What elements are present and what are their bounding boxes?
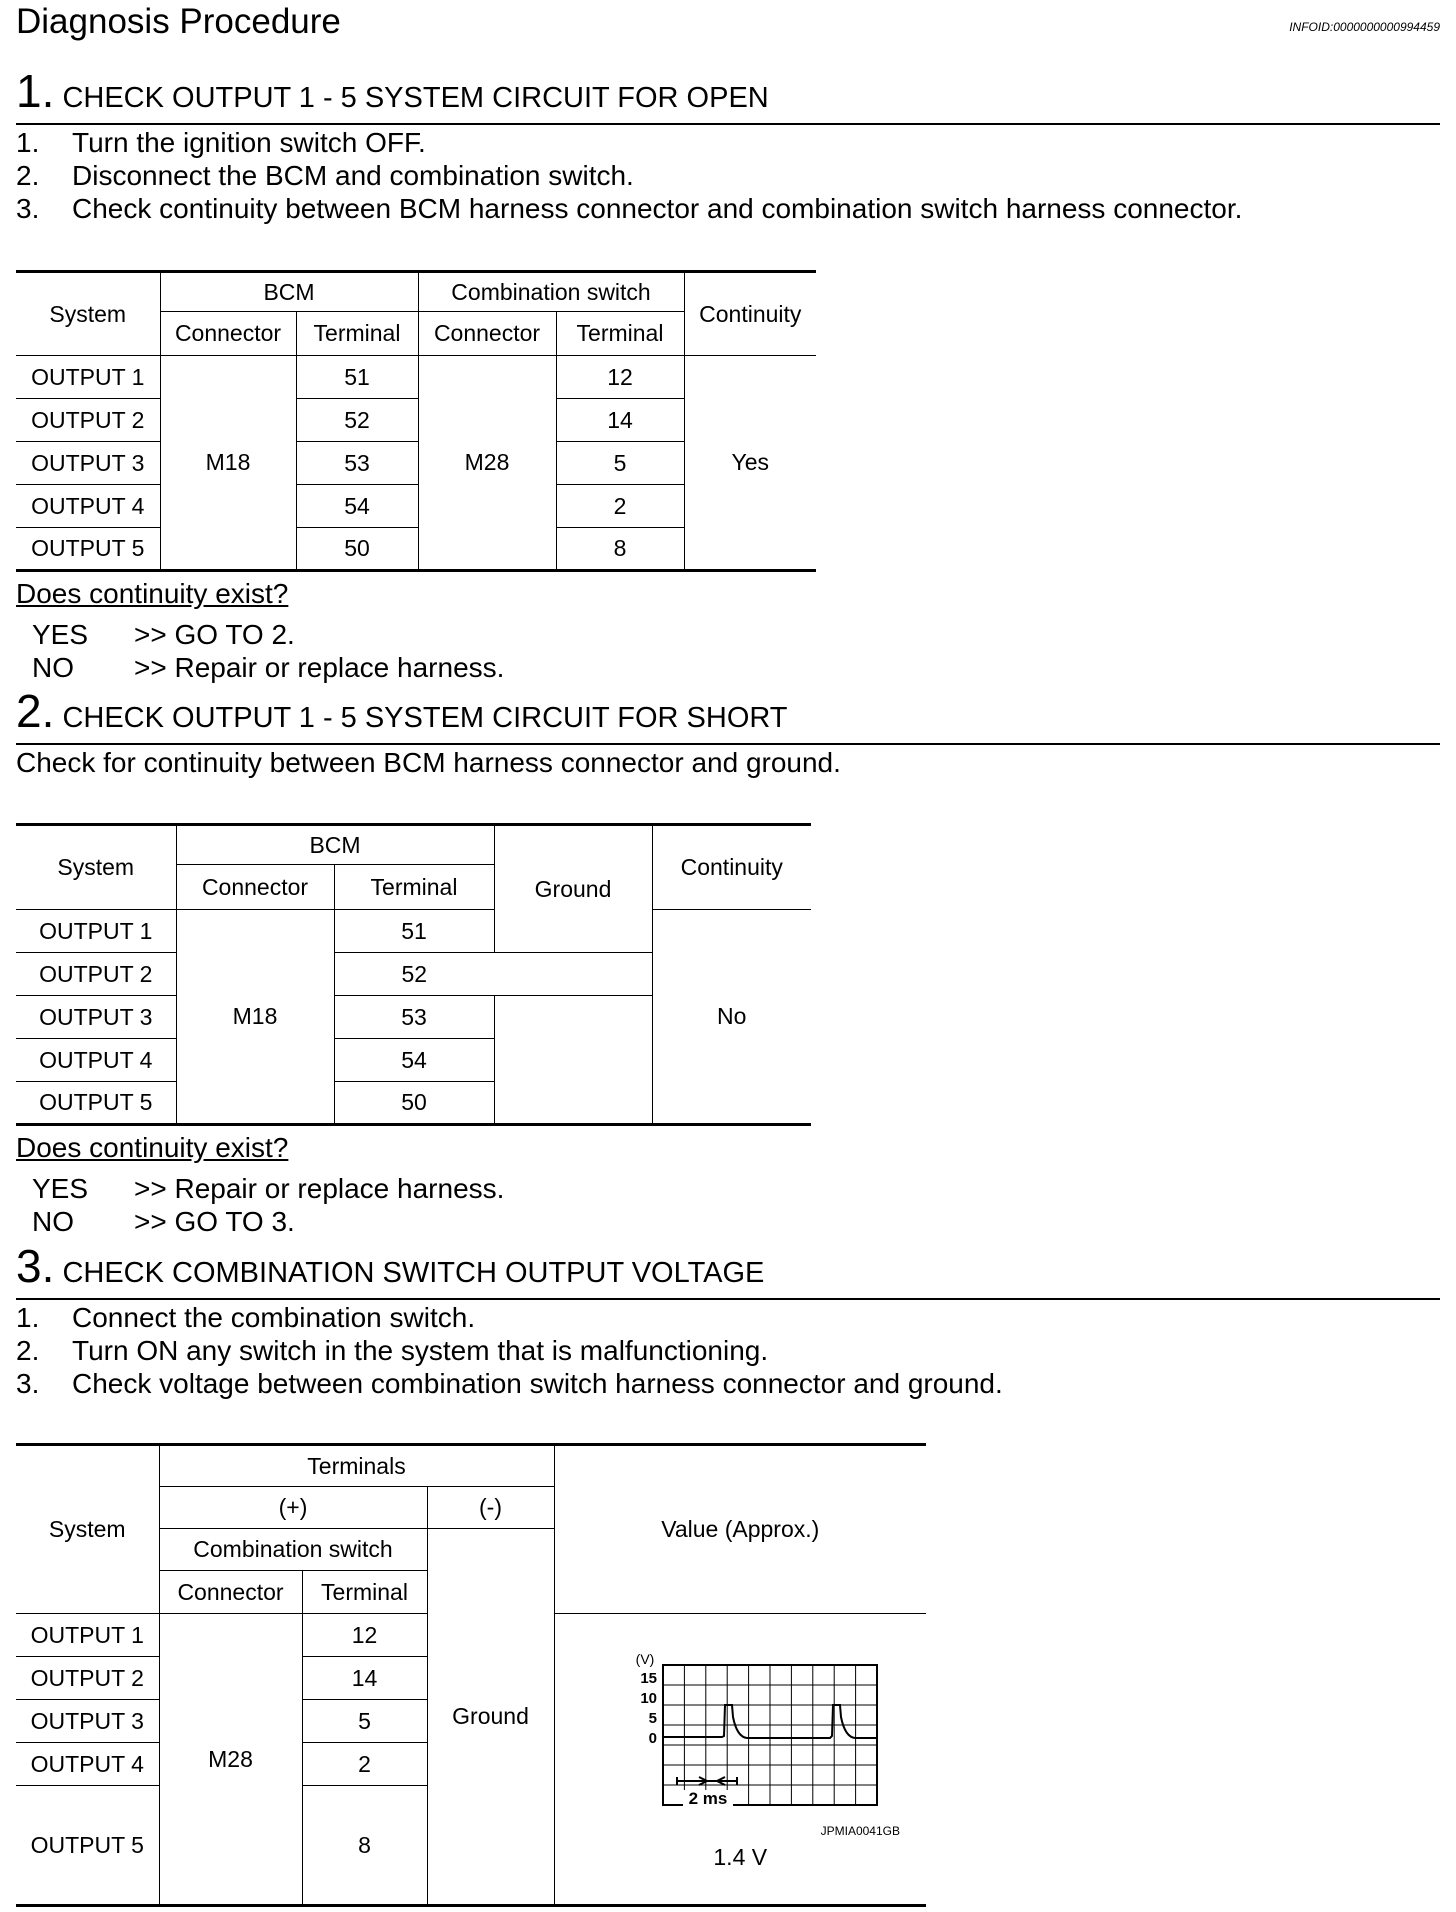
step1-number: 1.	[16, 65, 55, 117]
bcm-connector: M18	[176, 910, 334, 1125]
combo-connector: M28	[418, 356, 556, 571]
col-header-minus: (-)	[427, 1487, 554, 1529]
table-row: OUTPUT 5 50 8	[16, 528, 816, 571]
step2-rule	[16, 743, 1440, 745]
col-header-terminal: Terminal	[302, 1571, 427, 1614]
answer-yes: YES >> GO TO 2.	[32, 619, 295, 650]
table-row: OUTPUT 4 54 2	[16, 485, 816, 528]
step2-question: Does continuity exist?	[16, 1132, 289, 1163]
list-item: 1. Connect the combination switch.	[16, 1302, 476, 1333]
table-row: OUTPUT 2 52 14	[16, 399, 816, 442]
image-code: JPMIA0041GB	[820, 1824, 901, 1838]
col-header-connector: Connector	[160, 312, 296, 356]
step2-continuity-table	[16, 823, 811, 1126]
col-header-connector: Connector	[159, 1571, 302, 1614]
col-header-system: System	[16, 825, 176, 910]
step1-instructions	[16, 126, 1242, 225]
table-row: OUTPUT 1 M28 12 (V) 15 10 5 0 2 ms JPMIA0041GB 1.4 V	[16, 1614, 926, 1657]
step3-title: CHECK COMBINATION SWITCH OUTPUT VOLTAGE	[62, 1257, 765, 1289]
step3-rule	[16, 1298, 1440, 1300]
table-row: OUTPUT 3 53 5	[16, 442, 816, 485]
ground-label: Ground	[427, 1529, 554, 1906]
step1-heading	[16, 64, 769, 118]
table-row: OUTPUT 2 14	[16, 1657, 926, 1700]
step2-title: CHECK OUTPUT 1 - 5 SYSTEM CIRCUIT FOR SHORT	[62, 702, 788, 734]
list-item: 2. Turn ON any switch in the system that is malfunctioning.	[16, 1335, 769, 1366]
col-header-plus: (+)	[159, 1487, 427, 1529]
step3-voltage-table	[16, 1443, 926, 1907]
answer-yes: YES >> Repair or replace harness.	[32, 1173, 505, 1204]
table-row: OUTPUT 1 M18 51 M28 12 Yes	[16, 356, 816, 399]
answer-no: NO >> GO TO 3.	[32, 1206, 295, 1237]
waveform-unit-label: (V)	[635, 1651, 655, 1667]
col-header-connector: Connector	[418, 312, 556, 356]
table-row: OUTPUT 4 2	[16, 1743, 926, 1786]
step3-heading	[16, 1239, 764, 1293]
continuity-value: No	[652, 910, 811, 1125]
ground-blank	[494, 996, 652, 1125]
oscilloscope-waveform	[575, 1647, 905, 1842]
step3-instructions	[16, 1301, 1003, 1400]
y-tick-label: 0	[648, 1730, 658, 1747]
col-header-system: System	[16, 1445, 159, 1614]
col-header-continuity: Continuity	[684, 272, 816, 356]
info-id: INFOID:0000000000994459	[1289, 20, 1440, 34]
continuity-value: Yes	[684, 356, 816, 571]
step1-question: Does continuity exist?	[16, 578, 289, 609]
list-item: 2. Disconnect the BCM and combination switch.	[16, 160, 634, 191]
step1-rule	[16, 123, 1440, 125]
step2-answers	[32, 1172, 504, 1238]
col-header-connector: Connector	[176, 865, 334, 910]
answer-no: NO >> Repair or replace harness.	[32, 652, 505, 683]
time-label: 2 ms	[688, 1789, 728, 1808]
step2-number: 2.	[16, 685, 55, 737]
col-header-terminal: Terminal	[556, 312, 684, 356]
combo-connector: M28	[159, 1614, 302, 1906]
col-header-terminal: Terminal	[334, 865, 494, 910]
voltage-value: 1.4 V	[713, 1844, 768, 1870]
col-header-value: Value (Approx.)	[554, 1445, 926, 1614]
table-row: OUTPUT 2 52	[16, 953, 811, 996]
y-tick-label: 15	[640, 1670, 658, 1687]
table-row: OUTPUT 3 53	[16, 996, 811, 1039]
y-tick-label: 10	[640, 1690, 658, 1707]
table-row: OUTPUT 5 8	[16, 1786, 926, 1906]
step1-title: CHECK OUTPUT 1 - 5 SYSTEM CIRCUIT FOR OPEN	[62, 82, 769, 114]
table-row: OUTPUT 1 M18 51 No	[16, 910, 811, 953]
col-header-system: System	[16, 272, 160, 356]
col-header-continuity: Continuity	[652, 825, 811, 910]
step1-answers	[32, 618, 504, 684]
step3-number: 3.	[16, 1240, 55, 1292]
y-tick-label: 5	[648, 1710, 658, 1727]
step2-heading	[16, 684, 788, 738]
table-row: OUTPUT 3 5	[16, 1700, 926, 1743]
col-header-bcm: BCM	[160, 272, 418, 312]
page-title: Diagnosis Procedure	[16, 2, 341, 41]
list-item: 3. Check continuity between BCM harness connector and combination switch harness connector.	[16, 193, 1243, 224]
step2-instruction: Check for continuity between BCM harness connector and ground.	[16, 747, 841, 778]
step1-continuity-table	[16, 270, 816, 572]
table-row: OUTPUT 5 50	[16, 1082, 811, 1125]
col-header-combination-switch: Combination switch	[159, 1529, 427, 1571]
col-header-combination-switch: Combination switch	[418, 272, 684, 312]
ground-label: Ground	[494, 825, 652, 953]
list-item: 1. Turn the ignition switch OFF.	[16, 127, 426, 158]
waveform-cell	[554, 1614, 926, 1906]
col-header-terminals: Terminals	[159, 1445, 554, 1487]
list-item: 3. Check voltage between combination switch harness connector and ground.	[16, 1368, 1003, 1399]
waveform-figure	[555, 1647, 927, 1871]
col-header-terminal: Terminal	[296, 312, 418, 356]
col-header-bcm: BCM	[176, 825, 494, 865]
waveform-grid	[663, 1665, 877, 1805]
bcm-connector: M18	[160, 356, 296, 571]
table-row: OUTPUT 4 54	[16, 1039, 811, 1082]
